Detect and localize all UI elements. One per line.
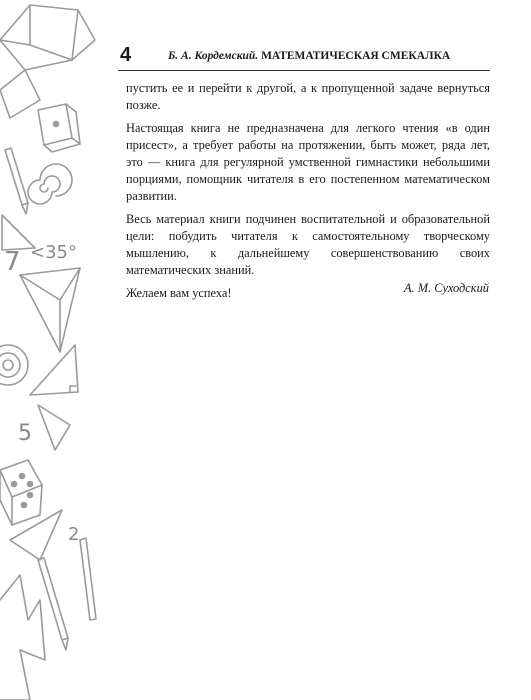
paragraph-wish: Желаем вам успеха!: [126, 286, 232, 300]
running-head-author: Б. А. Кордемский.: [168, 50, 259, 62]
signature: А. М. Суходский: [403, 281, 489, 295]
die-doodle-top: [38, 104, 80, 152]
body-text: [126, 80, 490, 308]
label-seven: 7: [4, 247, 21, 277]
running-head: [168, 50, 489, 62]
die-doodle-bottom: [0, 460, 42, 525]
circles-doodle: [0, 345, 28, 385]
label-angle: <35°: [30, 242, 77, 263]
label-two: 2: [68, 524, 80, 545]
pencil-doodles-bottom: [38, 538, 96, 650]
margin-doodles: [0, 0, 120, 700]
pencil-doodle: [5, 148, 28, 214]
label-five: 5: [18, 421, 32, 446]
paragraph-continuation: пустить ее и перейти к другой, а к пропущенной задаче вернуться позже.: [126, 81, 490, 112]
running-head-title: МАТЕМАТИЧЕСКАЯ СМЕКАЛКА: [261, 50, 451, 62]
paragraph-material-goal: Весь материал книги подчинен воспитательной и образовательной цели: побудить читателя к самостоятельному творческому мышлению, к дальнейшему совершенствованию своих математических знаний.: [126, 212, 490, 277]
page-number: 4: [120, 44, 132, 66]
paragraph-book-purpose: Настоящая книга не предназначена для легкого чтения «в один присест», а требует работы на протяжении, быть может, ряда лет, это — книга для регулярной умственной гимнастики небольшими порциями, помощник читателя в его постепенном математическом развитии.: [126, 121, 490, 203]
zigzag-doodle: [0, 575, 45, 700]
header-rule: [118, 70, 490, 71]
cube-doodle: [0, 5, 95, 118]
spiral-doodle: [28, 164, 72, 204]
